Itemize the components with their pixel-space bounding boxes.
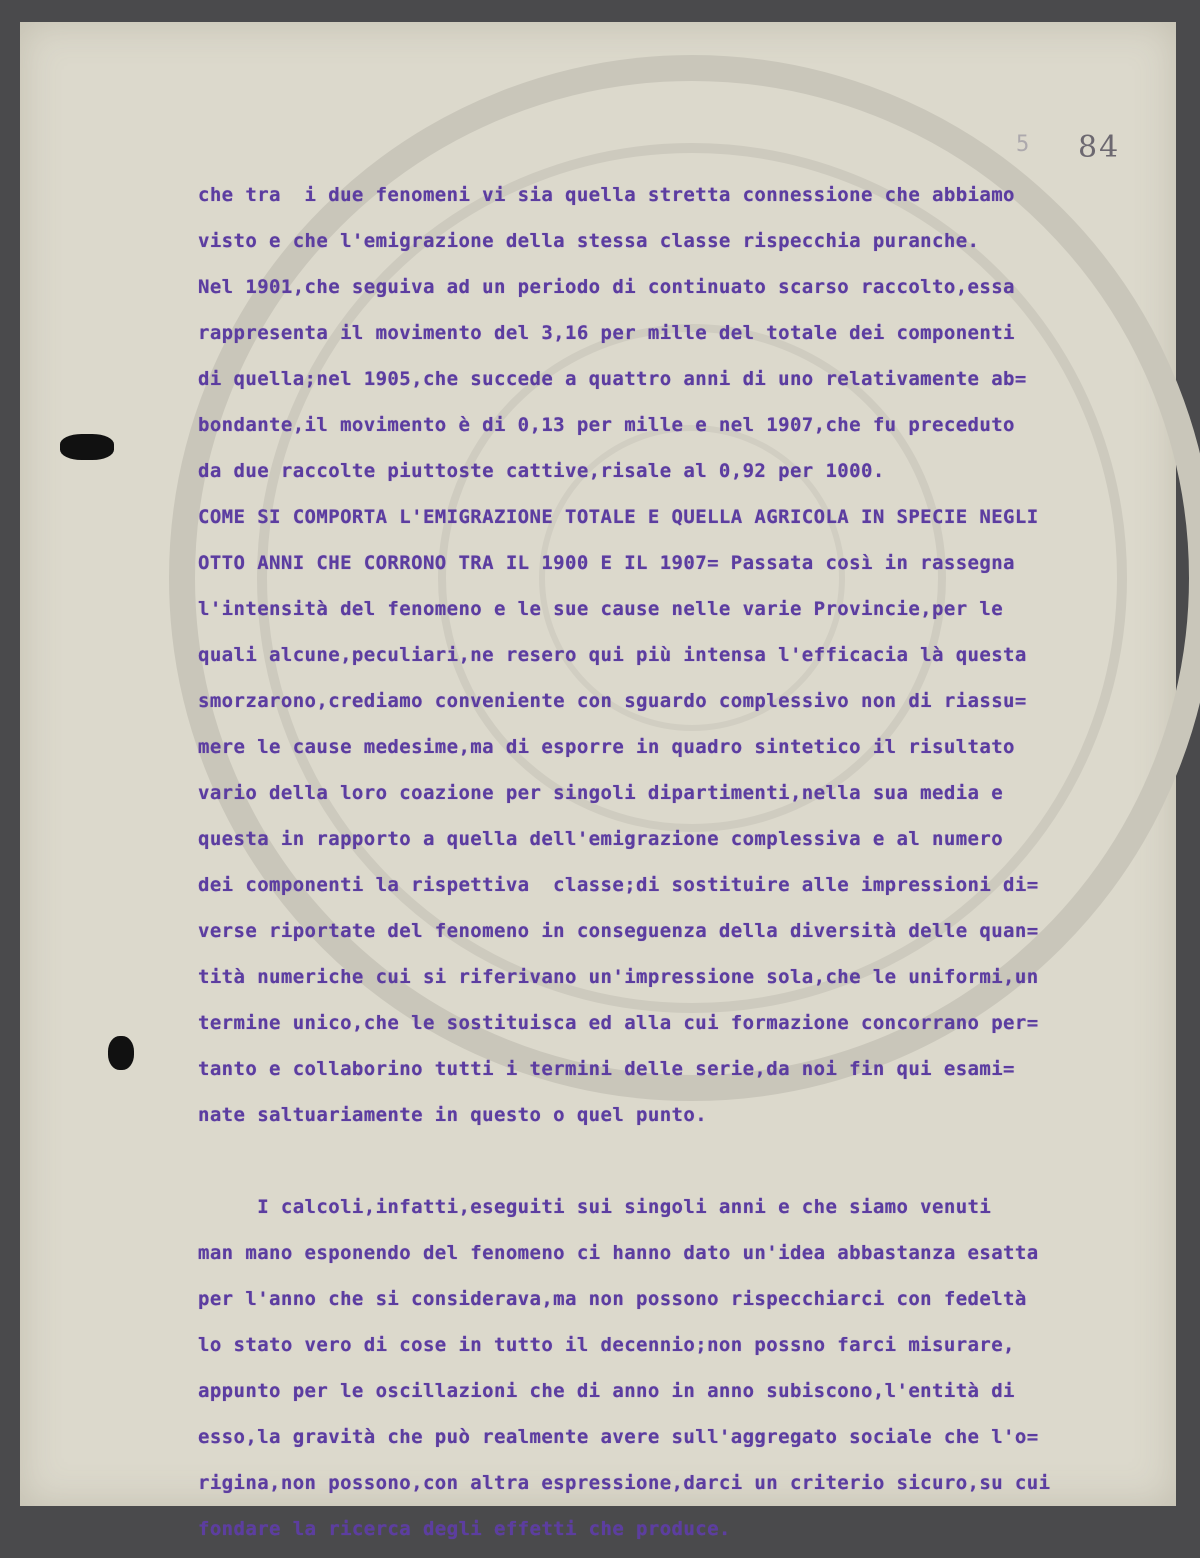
page-number: 84	[1078, 130, 1121, 165]
section-heading-line: OTTO ANNI CHE CORRONO TRA IL 1900 E IL 1907= Passata così in rassegna	[198, 552, 1015, 574]
text-line: bondante,il movimento è di 0,13 per mille e nel 1907,che fu preceduto	[198, 414, 1015, 436]
text-line: tanto e collaborino tutti i termini delle serie,da noi fin qui esami=	[198, 1058, 1015, 1080]
typewritten-text	[198, 178, 1158, 1558]
text-line: questa in rapporto a quella dell'emigrazione complessiva e al numero	[198, 828, 1004, 850]
document-page	[20, 22, 1176, 1540]
text-line: l'intensità del fenomeno e le sue cause nelle varie Provincie,per le	[198, 598, 1004, 620]
text-line: appunto per le oscillazioni che di anno in anno subiscono,l'entità di	[198, 1380, 1015, 1402]
binding-hole-bottom	[108, 1036, 134, 1070]
text-line: smorzarono,crediamo conveniente con sguardo complessivo non di riassu=	[198, 690, 1027, 712]
paragraph-start-line: I calcoli,infatti,eseguiti sui singoli anni e che siamo venuti	[198, 1196, 992, 1218]
binding-hole-top	[60, 434, 114, 460]
text-line: man mano esponendo del fenomeno ci hanno dato un'idea abbastanza esatta	[198, 1242, 1039, 1264]
text-line: vario della loro coazione per singoli dipartimenti,nella sua media e	[198, 782, 1004, 804]
text-line: che tra i due fenomeni vi sia quella stretta connessione che abbiamo	[198, 184, 1015, 206]
text-line: quali alcune,peculiari,ne resero qui più intensa l'efficacia là questa	[198, 644, 1027, 666]
text-line: termine unico,che le sostituisca ed alla cui formazione concorrano per=	[198, 1012, 1039, 1034]
text-line: rappresenta il movimento del 3,16 per mille del totale dei componenti	[198, 322, 1015, 344]
text-line: di quella;nel 1905,che succede a quattro anni di uno relativamente ab=	[198, 368, 1027, 390]
text-line: rigina,non possono,con altra espressione,darci un criterio sicuro,su cui	[198, 1472, 1051, 1494]
text-line: esso,la gravità che può realmente avere sull'aggregato sociale che l'o=	[198, 1426, 1039, 1448]
blank-line	[198, 1144, 1158, 1190]
text-line: verse riportate del fenomeno in conseguenza della diversità delle quan=	[198, 920, 1039, 942]
text-line: tità numeriche cui si riferivano un'impressione sola,che le uniformi,un	[198, 966, 1039, 988]
text-line: fondare la ricerca degli effetti che produce.	[198, 1518, 731, 1540]
text-line: dei componenti la rispettiva classe;di sostituire alle impressioni di=	[198, 874, 1039, 896]
text-line: mere le cause medesime,ma di esporre in quadro sintetico il risultato	[198, 736, 1015, 758]
text-line: per l'anno che si considerava,ma non possono rispecchiarci con fedeltà	[198, 1288, 1027, 1310]
text-line: da due raccolte piuttoste cattive,risale al 0,92 per 1000.	[198, 460, 885, 482]
text-line: Nel 1901,che seguiva ad un periodo di continuato scarso raccolto,essa	[198, 276, 1015, 298]
section-heading-line: COME SI COMPORTA L'EMIGRAZIONE TOTALE E QUELLA AGRICOLA IN SPECIE NEGLI	[198, 506, 1039, 528]
text-line: nate saltuariamente in questo o quel punto.	[198, 1104, 708, 1126]
text-line: visto e che l'emigrazione della stessa classe rispecchia puranche.	[198, 230, 980, 252]
text-line: lo stato vero di cose in tutto il decennio;non possno farci misurare,	[198, 1334, 1015, 1356]
page-stamp-mark: 5	[1016, 132, 1030, 157]
